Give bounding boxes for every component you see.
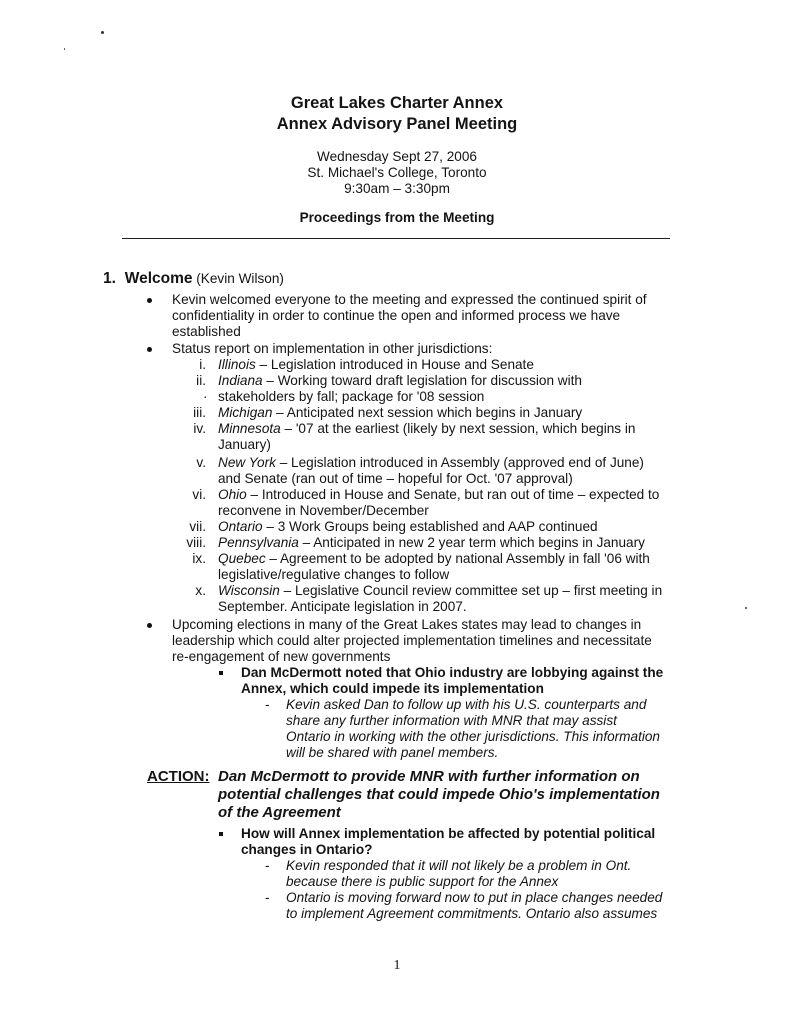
section-presenter: (Kevin Wilson) xyxy=(196,271,284,286)
meeting-location: St. Michael's College, Toronto xyxy=(307,165,487,180)
action-label: ACTION: xyxy=(147,768,210,785)
bullet1-line3: established xyxy=(172,324,241,339)
jurisdiction-detail: – Introduced in House and Senate, but ran out of time – expected to xyxy=(246,487,660,502)
jurisdiction-detail: – Legislation introduced in House and Senate xyxy=(255,357,534,372)
square-bullet-icon xyxy=(219,671,223,675)
bullet3-line1: Upcoming elections in many of the Great Lakes states may lead to changes in xyxy=(172,617,642,632)
header-rule xyxy=(122,238,670,239)
roman-numeral: vi. xyxy=(192,487,206,502)
dash-icon: - xyxy=(265,890,270,905)
action-line1: Dan McDermott to provide MNR with further information on xyxy=(218,768,640,785)
jurisdiction-item xyxy=(218,551,650,567)
answer1-line1: Kevin responded that it will not likely be a problem in Ont. xyxy=(286,858,632,873)
sub-bullet-line2: Annex, which could impede its implementation xyxy=(241,681,544,696)
square-bullet-icon xyxy=(219,832,223,836)
document-subtitle: Proceedings from the Meeting xyxy=(299,210,495,225)
roman-numeral: i. xyxy=(199,357,206,372)
scan-speck xyxy=(101,31,104,34)
document-title: Great Lakes Charter Annex xyxy=(290,94,504,112)
jurisdiction-item xyxy=(218,535,645,551)
sub-bullet-line1: Dan McDermott noted that Ohio industry are lobbying against the xyxy=(241,665,664,680)
sub-italic-line3: Ontario in working with the other jurisdictions. This information xyxy=(286,729,660,744)
meeting-title: Annex Advisory Panel Meeting xyxy=(276,115,518,133)
answer2-line2: to implement Agreement commitments. Ontario also assumes xyxy=(286,906,658,921)
roman-numeral: v. xyxy=(196,455,206,470)
dash-icon: - xyxy=(265,858,270,873)
jurisdiction-name: Michigan xyxy=(218,405,273,420)
jurisdiction-name: Minnesota xyxy=(218,421,281,436)
jurisdiction-item xyxy=(218,583,662,599)
page-number: 1 xyxy=(393,958,401,973)
jurisdiction-name: Illinois xyxy=(218,357,256,372)
action-line3: of the Agreement xyxy=(218,804,341,821)
scan-speck xyxy=(64,48,65,50)
dash-icon: - xyxy=(265,697,270,712)
jurisdiction-detail-cont: legislative/regulative changes to follow xyxy=(218,567,450,582)
roman-numeral: iv. xyxy=(193,421,206,436)
roman-numeral: x. xyxy=(195,583,206,598)
jurisdiction-item xyxy=(218,455,644,471)
roman-numeral: vii. xyxy=(189,519,206,534)
roman-numeral: viii. xyxy=(186,535,206,550)
jurisdiction-detail-cont: September. Anticipate legislation in 2007. xyxy=(218,599,467,614)
sub-italic-line2: share any further information with MNR that may assist xyxy=(286,713,617,728)
jurisdiction-name: Pennsylvania xyxy=(218,535,299,550)
jurisdiction-detail-cont: reconvene in November/December xyxy=(218,503,429,518)
bullet3-line2: leadership which could alter projected implementation timelines and necessitate xyxy=(172,633,652,648)
answer1-line2: because there is public support for the Annex xyxy=(286,874,559,889)
section-title: Welcome xyxy=(124,270,193,287)
sub-italic-line1: Kevin asked Dan to follow up with his U.S. counterparts and xyxy=(286,697,647,712)
jurisdiction-name: Ontario xyxy=(218,519,263,534)
jurisdiction-detail: – Anticipated next session which begins in January xyxy=(272,405,583,420)
jurisdiction-detail: – Anticipated in new 2 year term which begins in January xyxy=(298,535,645,550)
jurisdiction-detail: – 3 Work Groups being established and AAP continued xyxy=(262,519,598,534)
roman-numeral: ii. xyxy=(196,373,206,388)
jurisdiction-detail-cont: and Senate (ran out of time – hopeful for Oct. '07 approval) xyxy=(218,471,573,486)
bullet3-line3: re-engagement of new governments xyxy=(172,649,391,664)
bullet1-line1: Kevin welcomed everyone to the meeting and expressed the continued spirit of xyxy=(172,292,647,307)
scan-speck xyxy=(745,607,747,609)
dot-mark: · xyxy=(203,389,208,404)
roman-numeral: iii. xyxy=(193,405,206,420)
jurisdiction-name: Wisconsin xyxy=(218,583,280,598)
roman-numeral: ix. xyxy=(192,551,206,566)
jurisdiction-detail-cont: January) xyxy=(218,437,271,452)
jurisdiction-detail: – Legislation introduced in Assembly (approved end of June) xyxy=(275,455,644,470)
jurisdiction-item xyxy=(218,357,534,373)
jurisdiction-item xyxy=(218,519,598,535)
jurisdiction-item xyxy=(218,487,659,503)
jurisdiction-item xyxy=(218,421,635,437)
section-number: 1. xyxy=(103,270,116,287)
jurisdiction-detail: – Legislative Council review committee set up – first meeting in xyxy=(279,583,663,598)
bullet-icon xyxy=(147,347,152,352)
jurisdiction-detail: – Working toward draft legislation for discussion with xyxy=(262,373,582,388)
jurisdiction-name: Ohio xyxy=(218,487,247,502)
question-line2: changes in Ontario? xyxy=(241,842,373,857)
action-line2: potential challenges that could impede Ohio's implementation xyxy=(218,786,660,803)
jurisdiction-detail-cont: stakeholders by fall; package for '08 session xyxy=(218,389,485,404)
jurisdiction-item xyxy=(218,405,582,421)
jurisdiction-detail: – '07 at the earliest (likely by next session, which begins in xyxy=(280,421,636,436)
jurisdiction-item xyxy=(218,373,582,389)
section-heading xyxy=(103,271,284,287)
bullet-icon xyxy=(147,298,152,303)
jurisdiction-name: New York xyxy=(218,455,276,470)
meeting-date: Wednesday Sept 27, 2006 xyxy=(317,149,477,164)
question-line1: How will Annex implementation be affected by potential political xyxy=(241,826,656,841)
bullet2-text: Status report on implementation in other jurisdictions: xyxy=(172,341,493,356)
answer2-line1: Ontario is moving forward now to put in place changes needed xyxy=(286,890,663,905)
jurisdiction-detail: – Agreement to be adopted by national Assembly in fall '06 with xyxy=(265,551,650,566)
meeting-time: 9:30am – 3:30pm xyxy=(344,181,450,196)
bullet1-line2: confidentiality in order to continue the open and informed process we have xyxy=(172,308,621,323)
jurisdiction-name: Indiana xyxy=(218,373,263,388)
sub-italic-line4: will be shared with panel members. xyxy=(286,745,499,760)
jurisdiction-name: Quebec xyxy=(218,551,266,566)
bullet-icon xyxy=(147,623,152,628)
